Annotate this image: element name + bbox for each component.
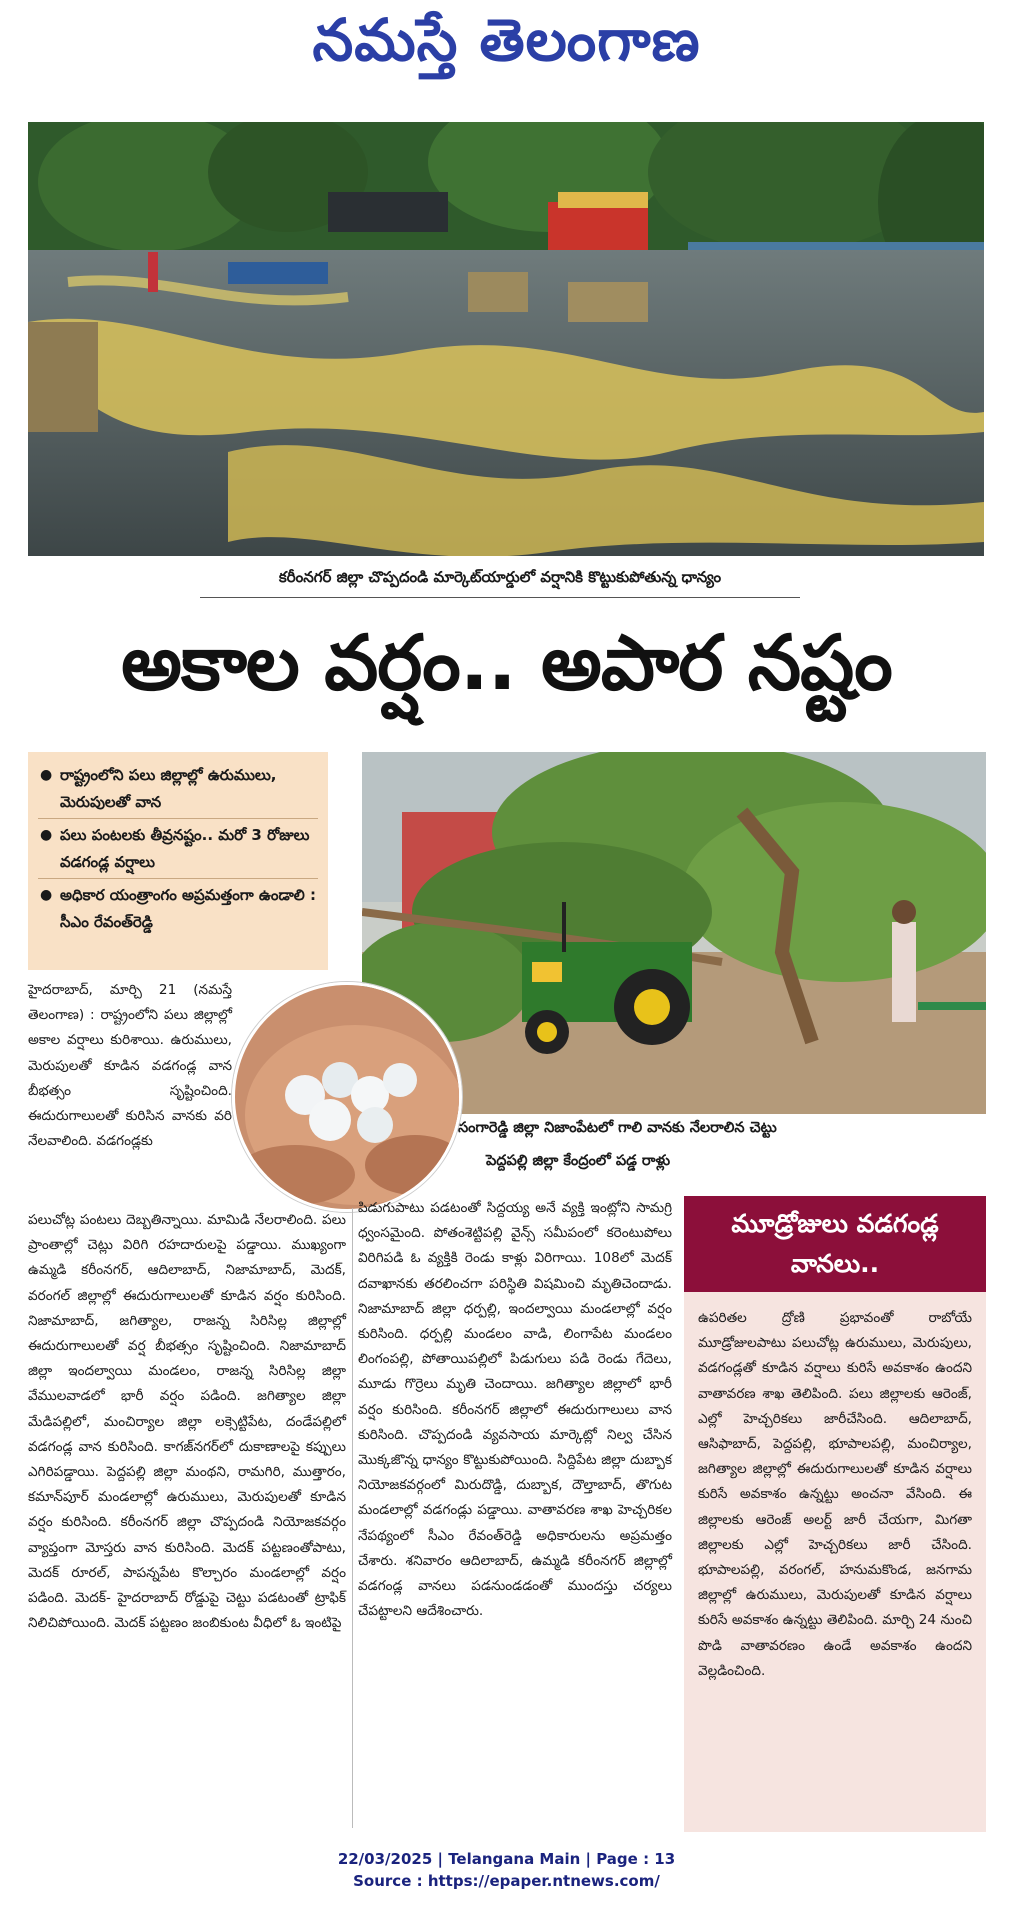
market-yard-caption: కరీంనగర్ జిల్లా చొప్పదండి మార్కెట్‌యార్డులో వర్షానికి కొట్టుకుపోతున్న ధాన్యం	[278, 568, 722, 586]
article-column-1-bottom	[28, 1208, 346, 1636]
main-headline: అకాల వర్షం.. అపార నష్టం	[121, 618, 892, 707]
article-column-2	[358, 1196, 672, 1624]
sidebox-title: మూడ్రోజులు వడగండ్ల వానలు..	[684, 1196, 986, 1292]
market-yard-photo	[28, 122, 984, 556]
highlights-box	[28, 752, 328, 970]
article-paragraph: పిడుగుపాటు పడటంతో సిద్దయ్య అనే వ్యక్తి ఇంట్లోని సామగ్రి ధ్వంసమైంది. పోతంశెట్టిపల్లి వైన్స్ సమీపంలో కరెంటుపోలు విరిగిపడి ఓ వ్యక్తికి రెండు కాళ్లు విరిగాయి. 108లో మెదక్ దవాఖానకు తరలించగా పరిస్థితి విషమించి మృతిచెందాడు. నిజామాబాద్ జిల్లా ధర్పల్లి, ఇందల్వాయి మండలాల్లో వర్షం కురిసింది. ధర్పల్లి మండలం వాడి, లింగాపేట మండలం లింగంపల్లి, పోతాయిపల్లిలో పిడుగులు పడి రెండు గేదెలు, మూడు గొర్రెలు మృతి చెందాయి. జగిత్యాల జిల్లాలో భారీ వర్షం కురిసింది. కరీంనగర్ జిల్లాలో ఈదురుగాలులు వాన కురిసింది. చొప్పదండి వ్యవసాయ మార్కెట్లో నిల్వ చేసిన మొక్కజొన్న ధాన్యం కొట్టుకుపోయింది. సిద్దిపేట జిల్లా దుబ్బాక నియోజకవర్గంలో మిరుదొడ్డి, దుబ్బాక, దౌల్తాబాద్, తొగుట మండలాల్లో వడగండ్లు పడ్డాయి. వాతావరణ శాఖ హెచ్చరికల నేపథ్యంలో సీఎం రేవంత్‌రెడ్డి అధికారులను అప్రమత్తం చేశారు. శనివారం ఆదిలాబాద్, ఉమ్మడి కరీంనగర్ జిల్లాల్లో వడగండ్ల వానలు పడనుండడంతో ముందస్తు చర్యలు చేపట్టాలని ఆదేశించారు.	[358, 1200, 672, 1620]
bullet-icon: ●	[40, 887, 53, 903]
article-paragraph: పలుచోట్ల పంటలు దెబ్బతిన్నాయి. మామిడి నేలరాలింది. పలు ప్రాంతాల్లో చెట్లు విరిగి రహదారులపై పడ్డాయి. ముఖ్యంగా ఉమ్మడి కరీంనగర్, ఆదిలాబాద్, నిజామాబాద్, మెదక్, వరంగల్ జిల్లాల్లో ఈదురుగాలులతో కూడిన వర్షం కురిసింది. నిజామాబాద్, జగిత్యాల, రాజన్న సిరిసిల్ల జిల్లాల్లో ఈదురుగాలులతో వర్ష బీభత్సం సృష్టించింది. నిజామాబాద్ జిల్లా ఇందల్వాయి మండలం, రాజన్న సిరిసిల్ల జిల్లా వేములవాడలో భారీ వర్షం పడింది. జగిత్యాల జిల్లా మేడిపల్లిలో, మంచిర్యాల జిల్లా లక్సెట్టిపేట, దండేపల్లిలో వడగండ్ల వాన కురిసింది. కాగజ్‌నగర్‌లో దుకాణాలపై కప్పులు ఎగిరిపడ్డాయి. పెద్దపల్లి జిల్లా మంథని, రామగిరి, ముత్తారం, కమాన్‌పూర్ మండలాల్లో ఉరుములు, మెరుపులతో కూడిన వర్షం కురిసింది. కరీంనగర్ జిల్లా చొప్పదండి నియోజకవర్గం వ్యాప్తంగా మోస్తరు వాన కురిసింది. మెదక్ పట్టణంతోపాటు, మెదక్ రూరల్, పాపన్నపేట కొల్చారం మండలాల్లో వర్షం పడింది. మెదక్- హైదరాబాద్ రోడ్డుపై చెట్టు పడటంతో ట్రాఫిక్ నిలిచిపోయింది. మెదక్ పట్టణం జంబికుంట వీధిలో ఓ ఇంటిపై	[28, 1212, 346, 1632]
highlight-item: ● పలు పంటలకు తీవ్రనష్టం.. మరో 3 రోజులు వడగండ్ల వర్షాలు	[38, 822, 318, 876]
masthead-title: నమస్తే తెలంగాణ	[312, 6, 701, 74]
hailstones-photo	[232, 982, 462, 1212]
article-column-1-top	[28, 978, 232, 1154]
page-footer	[0, 1848, 1013, 1892]
caption-divider	[200, 597, 800, 598]
highlight-item: ● అధికార యంత్రాంగం అప్రమత్తంగా ఉండాలి : సీఎం రేవంత్‌రెడ్డి	[38, 882, 318, 936]
bullet-icon: ●	[40, 767, 53, 783]
footer-source: Source : https://epaper.ntnews.com/	[353, 1872, 660, 1890]
fallen-tree-caption: సంగారెడ్డి జిల్లా నిజాంపేటలో గాలి వానకు నేలరాలిన చెట్టు	[458, 1120, 777, 1136]
footer-date-page: 22/03/2025 | Telangana Main | Page : 13	[337, 1850, 676, 1868]
bullet-icon: ●	[40, 827, 53, 843]
sidebox-body: ఉపరితల ద్రోణి ప్రభావంతో రాబోయే మూడ్రోజులపాటు పలుచోట్ల ఉరుములు, మెరుపులు, వడగండ్లతో కూడిన వర్షాలు కురిసే అవకాశం ఉందని వాతావరణ శాఖ తెలిపింది. పలు జిల్లాలకు ఆరెంజ్, ఎల్లో హెచ్చరికలు జారీచేసింది. ఆదిలాబాద్, ఆసిఫాబాద్, పెద్దపల్లి, భూపాలపల్లి, మంచిర్యాల, జగిత్యాల జిల్లాల్లో ఈదురుగాలులతో కూడిన వర్షాలు కురిసే అవకాశం ఉన్నట్టు అంచనా వేసింది. ఈ జిల్లాలకు ఆరెంజ్ అలర్ట్ జారీ చేయగా, మిగతా జిల్లాలకు ఎల్లో హెచ్చరికలు జారీ చేసింది. భూపాలపల్లి, వరంగల్, హనుమకొండ, జనగామ జిల్లాల్లో ఉరుములు, మెరుపులతో కూడిన వర్షాలు కురిసే అవకాశం ఉన్నట్టు తెలిపింది. మార్చి 24 నుంచి పొడి వాతావరణం ఉండే అవకాశం ఉందని వెల్లడించింది.	[684, 1292, 986, 1832]
highlight-divider	[38, 878, 318, 879]
column-divider	[352, 1208, 353, 1828]
hailstones-caption: పెద్దపల్లి జిల్లా కేంద్రంలో పడ్డ రాళ్లు	[486, 1153, 671, 1169]
highlight-divider	[38, 818, 318, 819]
article-paragraph: హైదరాబాద్, మార్చి 21 (నమస్తే తెలంగాణ) : రాష్ట్రంలోని పలు జిల్లాల్లో అకాల వర్షాలు కురిశాయి. ఉరుములు, మెరుపులతో కూడిన వడగండ్ల వాన బీభత్సం సృష్టించింది. ఈదురుగాలులతో కురిసిన వానకు వరి నేలవాలింది. వడగండ్లకు	[28, 982, 232, 1150]
highlight-item: ● రాష్ట్రంలోని పలు జిల్లాల్లో ఉరుములు, మెరుపులతో వాన	[38, 762, 318, 816]
